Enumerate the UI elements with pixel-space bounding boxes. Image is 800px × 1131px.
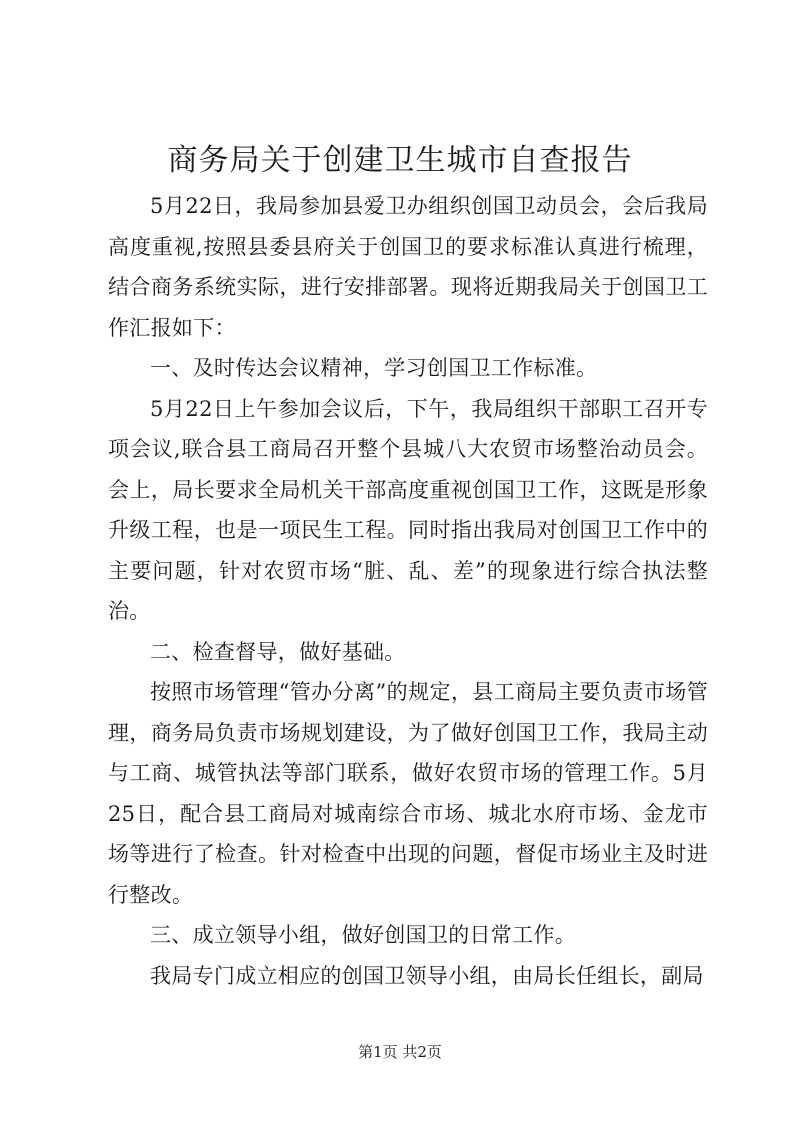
paragraph-section-2: 按照市场管理“管办分离”的规定，县工商局主要负责市场管理，商务局负责市场规划建设，为了做好创国卫工作，我局主动与工商、城管执法等部门联系，做好农贸市场的管理工作。5月25日，配合县工商局对城南综合市场、城北水府市场、金龙市场等进行了检查。针对检查中出现的问题，督促市场业主及时进行整改。 (108, 680, 708, 907)
paragraph-intro: 5月22日，我局参加县爱卫办组织创国卫动员会，会后我局高度重视,按照县委县府关于创国卫的要求标准认真进行梳理，结合商务系统实际，进行安排部署。现将近期我局关于创国卫工作汇报如下： (108, 194, 708, 340)
paragraph-section-1: 5月22日上午参加会议后，下午，我局组织干部职工召开专项会议,联合县工商局召开整个县城八大农贸市场整治动员会。会上，局长要求全局机关干部高度重视创国卫工作，这既是形象升级工程，也是一项民生工程。同时指出我局对创国卫工作中的主要问题，针对农贸市场“脏、乱、差”的现象进行综合执法整治。 (108, 396, 708, 623)
section-heading-3: 三、成立领导小组，做好创国卫的日常工作。 (150, 923, 576, 947)
page-footer: 第1页 共2页 (358, 1043, 442, 1061)
paragraph-section-3: 我局专门成立相应的创国卫领导小组，由局长任组长，副局 (150, 963, 704, 988)
document-title: 商务局关于创建卫生城市自查报告 (167, 143, 633, 178)
section-heading-2: 二、检查督导，做好基础。 (150, 639, 406, 664)
section-heading-1: 一、及时传达会议精神，学习创国卫工作标准。 (150, 356, 598, 380)
document-body (108, 186, 708, 996)
